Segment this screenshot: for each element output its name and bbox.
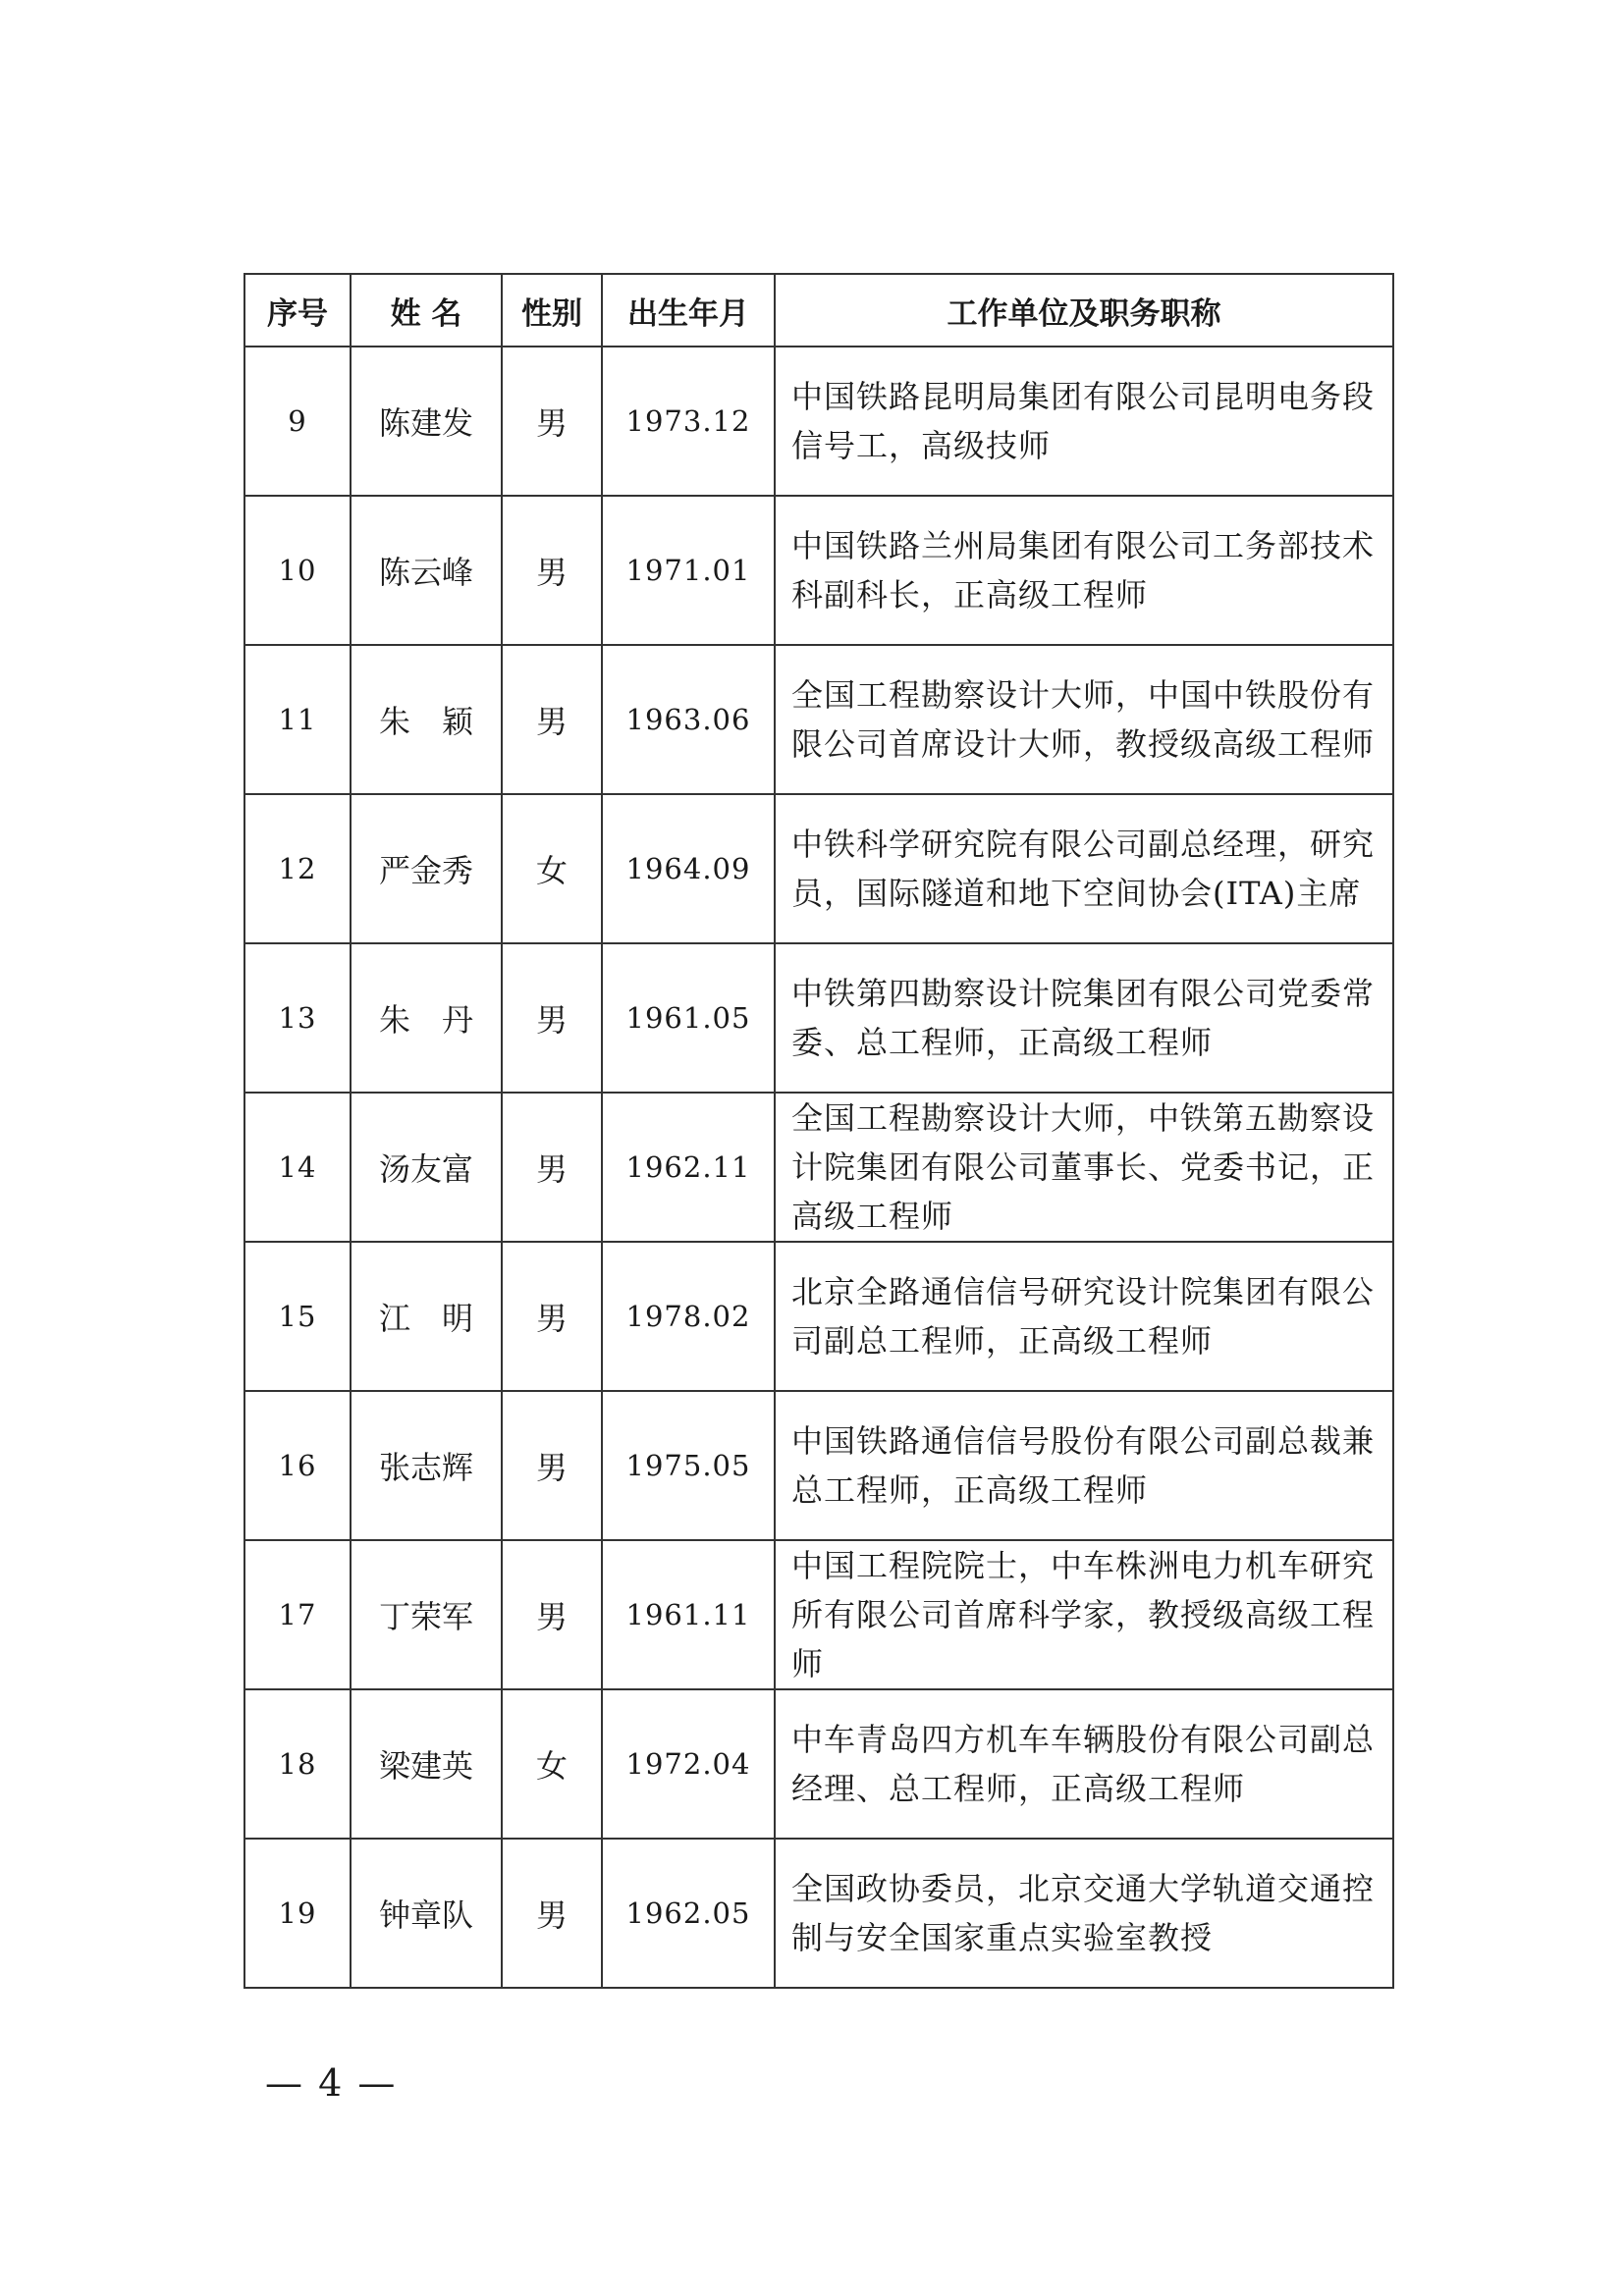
row-name-cell: 梁建英 [351, 1689, 502, 1839]
row-unit-cell: 北京全路通信信号研究设计院集团有限公司副总工程师，正高级工程师 [775, 1242, 1393, 1391]
row-index-cell: 17 [244, 1540, 351, 1689]
row-gender-cell: 男 [502, 1391, 602, 1540]
row-birth-cell: 1963.06 [602, 645, 775, 794]
table-header-row [244, 274, 1393, 347]
row-index-cell: 10 [244, 496, 351, 645]
row-birth-cell: 1962.11 [602, 1093, 775, 1242]
table-row [244, 645, 1393, 794]
row-index-cell: 9 [244, 347, 351, 496]
row-unit-cell: 中铁第四勘察设计院集团有限公司党委常委、总工程师，正高级工程师 [775, 943, 1393, 1093]
row-birth-cell: 1961.11 [602, 1540, 775, 1689]
row-index-cell: 19 [244, 1839, 351, 1988]
table-row [244, 943, 1393, 1093]
row-unit-cell: 中国铁路通信信号股份有限公司副总裁兼总工程师，正高级工程师 [775, 1391, 1393, 1540]
row-unit-cell: 中铁科学研究院有限公司副总经理，研究员，国际隧道和地下空间协会(ITA)主席 [775, 794, 1393, 943]
header-index: 序号 [244, 274, 351, 347]
row-index-cell: 13 [244, 943, 351, 1093]
table-row [244, 1839, 1393, 1988]
row-birth-cell: 1975.05 [602, 1391, 775, 1540]
row-name-cell: 丁荣军 [351, 1540, 502, 1689]
row-gender-cell: 女 [502, 794, 602, 943]
row-unit-cell: 中车青岛四方机车车辆股份有限公司副总经理、总工程师，正高级工程师 [775, 1689, 1393, 1839]
row-gender-cell: 男 [502, 645, 602, 794]
row-name-cell: 严金秀 [351, 794, 502, 943]
page-number: — 4 — [265, 2061, 398, 2105]
row-unit-cell: 全国政协委员，北京交通大学轨道交通控制与安全国家重点实验室教授 [775, 1839, 1393, 1988]
row-name-cell: 张志辉 [351, 1391, 502, 1540]
row-birth-cell: 1961.05 [602, 943, 775, 1093]
row-name-cell: 朱 丹 [351, 943, 502, 1093]
table-row [244, 1391, 1393, 1540]
row-birth-cell: 1971.01 [602, 496, 775, 645]
header-unit: 工作单位及职务职称 [775, 274, 1393, 347]
row-birth-cell: 1964.09 [602, 794, 775, 943]
row-gender-cell: 男 [502, 347, 602, 496]
row-unit-cell: 全国工程勘察设计大师，中国中铁股份有限公司首席设计大师，教授级高级工程师 [775, 645, 1393, 794]
personnel-table [244, 273, 1394, 1989]
row-name-cell: 朱 颖 [351, 645, 502, 794]
table-row [244, 1540, 1393, 1689]
table-row [244, 1093, 1393, 1242]
row-gender-cell: 男 [502, 1540, 602, 1689]
row-name-cell: 江 明 [351, 1242, 502, 1391]
row-index-cell: 11 [244, 645, 351, 794]
row-index-cell: 15 [244, 1242, 351, 1391]
row-gender-cell: 女 [502, 1689, 602, 1839]
row-name-cell: 陈建发 [351, 347, 502, 496]
row-gender-cell: 男 [502, 943, 602, 1093]
row-birth-cell: 1962.05 [602, 1839, 775, 1988]
table-row [244, 496, 1393, 645]
row-unit-cell: 中国铁路兰州局集团有限公司工务部技术科副科长，正高级工程师 [775, 496, 1393, 645]
row-name-cell: 汤友富 [351, 1093, 502, 1242]
row-gender-cell: 男 [502, 496, 602, 645]
row-birth-cell: 1973.12 [602, 347, 775, 496]
row-unit-cell: 中国铁路昆明局集团有限公司昆明电务段信号工，高级技师 [775, 347, 1393, 496]
row-name-cell: 钟章队 [351, 1839, 502, 1988]
row-index-cell: 16 [244, 1391, 351, 1540]
row-index-cell: 14 [244, 1093, 351, 1242]
row-gender-cell: 男 [502, 1242, 602, 1391]
row-name-cell: 陈云峰 [351, 496, 502, 645]
table-body [244, 347, 1393, 1988]
row-unit-cell: 全国工程勘察设计大师，中铁第五勘察设计院集团有限公司董事长、党委书记，正高级工程师 [775, 1093, 1393, 1242]
row-birth-cell: 1978.02 [602, 1242, 775, 1391]
row-gender-cell: 男 [502, 1093, 602, 1242]
header-gender: 性别 [502, 274, 602, 347]
row-birth-cell: 1972.04 [602, 1689, 775, 1839]
row-unit-cell: 中国工程院院士，中车株洲电力机车研究所有限公司首席科学家，教授级高级工程师 [775, 1540, 1393, 1689]
table-row [244, 794, 1393, 943]
header-birth: 出生年月 [602, 274, 775, 347]
table-row [244, 347, 1393, 496]
header-name: 姓 名 [351, 274, 502, 347]
row-gender-cell: 男 [502, 1839, 602, 1988]
table-row [244, 1689, 1393, 1839]
table-row [244, 1242, 1393, 1391]
row-index-cell: 12 [244, 794, 351, 943]
row-index-cell: 18 [244, 1689, 351, 1839]
